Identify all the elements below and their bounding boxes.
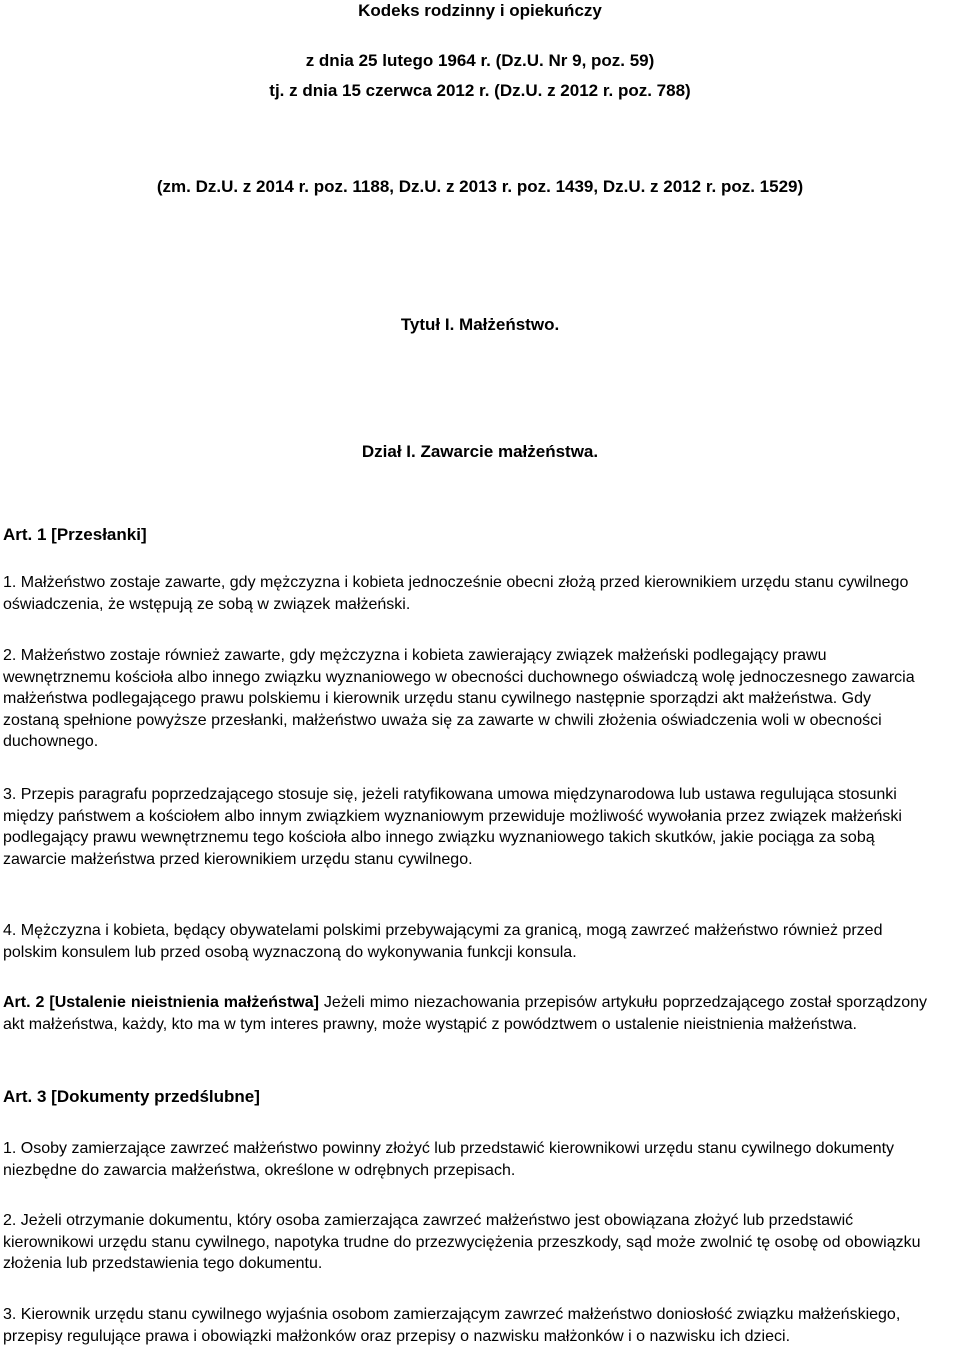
article-1-paragraph-3: 3. Przepis paragrafu poprzedzającego stosuje się, jeżeli ratyfikowana umowa międzynarodowa lub ustawa regulująca stosunki między państwem a kościołem albo innym związkiem wyznaniowym przewiduje możliwość wywołania przez związek małżeński podlegający prawu wewnętrznemu tego kościoła albo innego związku wyznaniowego takich skutków, jakie pociąga za sobą zawarcie małżeństwa przed kierownikiem urzędu stanu cywilnego. [3,786,902,868]
article-2-paragraph [3,992,927,1035]
title-section-heading: Tytuł I. Małżeństwo. [400,315,560,334]
article-1-paragraph-2: 2. Małżeństwo zostaje również zawarte, gdy mężczyzna i kobieta zawierający związek małżeński podlegający prawu wewnętrznemu kościoła albo innego związku wyznaniowego w obecności duchownego oświadczą wolę jednoczesnego zawarcia małżeństwa podlegającego prawu polskiemu i kierownik urzędu stanu cywilnego następnie sporządzi akt małżeństwa. Gdy zostaną spełnione powyższe przesłanki, małżeństwo uważa się za zawarte w chwili złożenia oświadczenia woli w obecności duchownego. [3,647,915,750]
article-2-text: Jeżeli mimo niezachowania przepisów artykułu poprzedzającego został sporządzony akt małżeństwa, każdy, kto ma w tym interes prawny, może wystąpić z powództwem o ustalenie nieistnienia małżeństwa. [3,994,927,1033]
article-1-paragraph-4: 4. Mężczyzna i kobieta, będący obywatelami polskimi przebywającymi za granicą, mogą zawrzeć małżeństwo również przed polskim konsulem lub przed osobą wyznaczoną do wykonywania funkcji konsula. [3,922,883,961]
article-3-paragraph-3: 3. Kierownik urzędu stanu cywilnego wyjaśnia osobom zamierzającym zawrzeć małżeństwo doniosłość związku małżeńskiego, przepisy regulujące prawa i obowiązki małżonków oraz przepisy o nazwisku małżonków i o nazwisku ich dzieci. [3,1306,901,1345]
document-consolidated-date: tj. z dnia 15 czerwca 2012 r. (Dz.U. z 2012 r. poz. 788) [269,81,691,100]
article-1-paragraph-1: 1. Małżeństwo zostaje zawarte, gdy mężczyzna i kobieta jednocześnie obecni złożą przed kierownikiem urzędu stanu cywilnego oświadczenia, że wstępują ze sobą w związek małżeński. [3,574,909,613]
article-3-paragraph-1: 1. Osoby zamierzające zawrzeć małżeństwo powinny złożyć lub przedstawić kierownikowi urzędu stanu cywilnego dokumenty niezbędne do zawarcia małżeństwa, określone w odrębnych przepisach. [3,1140,895,1179]
article-1-heading: Art. 1 [Przesłanki] [3,525,147,544]
document-amendments: (zm. Dz.U. z 2014 r. poz. 1188, Dz.U. z 2013 r. poz. 1439, Dz.U. z 2012 r. poz. 1529) [156,177,804,196]
document-original-date: z dnia 25 lutego 1964 r. (Dz.U. Nr 9, poz. 59) [305,51,655,70]
article-2-heading: Art. 2 [Ustalenie nieistnienia małżeństwa] [3,994,319,1011]
article-3-heading: Art. 3 [Dokumenty przedślubne] [3,1087,260,1106]
document-title: Kodeks rodzinny i opiekuńczy [358,1,602,20]
article-3-paragraph-2: 2. Jeżeli otrzymanie dokumentu, który osoba zamierzająca zawrzeć małżeństwo jest obowiązana złożyć lub przedstawić kierownikowi urzędu stanu cywilnego, napotyka trudne do przezwyciężenia przeszkody, sąd może zwolnić tę osobę od obowiązku złożenia lub przedstawienia tego dokumentu. [3,1212,921,1272]
division-heading: Dział I. Zawarcie małżeństwa. [361,442,599,461]
